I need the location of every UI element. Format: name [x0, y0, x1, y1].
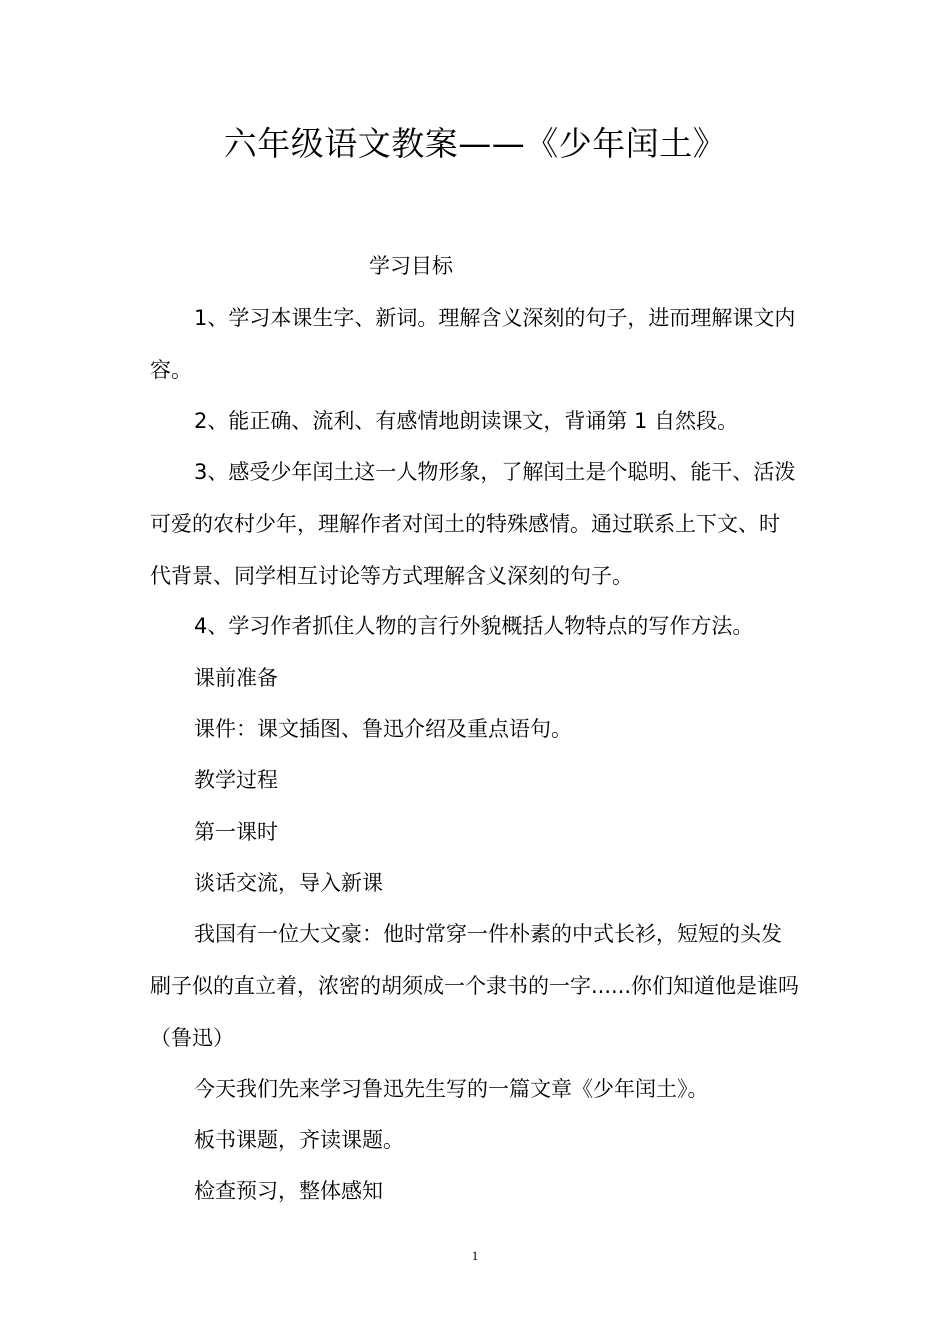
heading-teaching-process: 教学过程 — [194, 768, 278, 792]
objective-2: 2、能正确、流利、有感情地朗读课文，背诵第 1 自然段。 — [194, 409, 739, 433]
heading-preparation: 课前准备 — [194, 666, 278, 690]
intro-paragraph: 我国有一位大文豪：他时常穿一件朴素的中式长衫，短短的头发刷子似的直立着，浓密的胡须成一个隶书的一字......你们知道他是谁吗（鲁迅） — [150, 922, 800, 1050]
page-number: 1 — [471, 1248, 479, 1263]
objective-1: 1、学习本课生字、新词。理解含义深刻的句子，进而理解课文内容。 — [150, 306, 796, 382]
section-heading: 学习目标 — [369, 254, 453, 278]
step-check-preview: 检查预习，整体感知 — [194, 1179, 383, 1203]
objective-4: 4、学习作者抓住人物的言行外貌概括人物特点的写作方法。 — [194, 614, 754, 638]
today-paragraph: 今天我们先来学习鲁迅先生写的一篇文章《少年闰土》。 — [194, 1077, 709, 1101]
objective-3: 3、感受少年闰土这一人物形象，了解闰土是个聪明、能干、活泼可爱的农村少年，理解作者对闰土的特殊感情。通过联系上下文、时代背景、同学相互讨论等方式理解含义深刻的句子。 — [150, 460, 796, 588]
preparation-text: 课件：课文插图、鲁迅介绍及重点语句。 — [194, 717, 572, 741]
board-title-paragraph: 板书课题，齐读课题。 — [194, 1128, 404, 1152]
heading-first-lesson: 第一课时 — [194, 820, 278, 844]
document-title: 六年级语文教案——《少年闰土》 — [223, 124, 727, 163]
step-introduction: 谈话交流，导入新课 — [194, 871, 383, 895]
